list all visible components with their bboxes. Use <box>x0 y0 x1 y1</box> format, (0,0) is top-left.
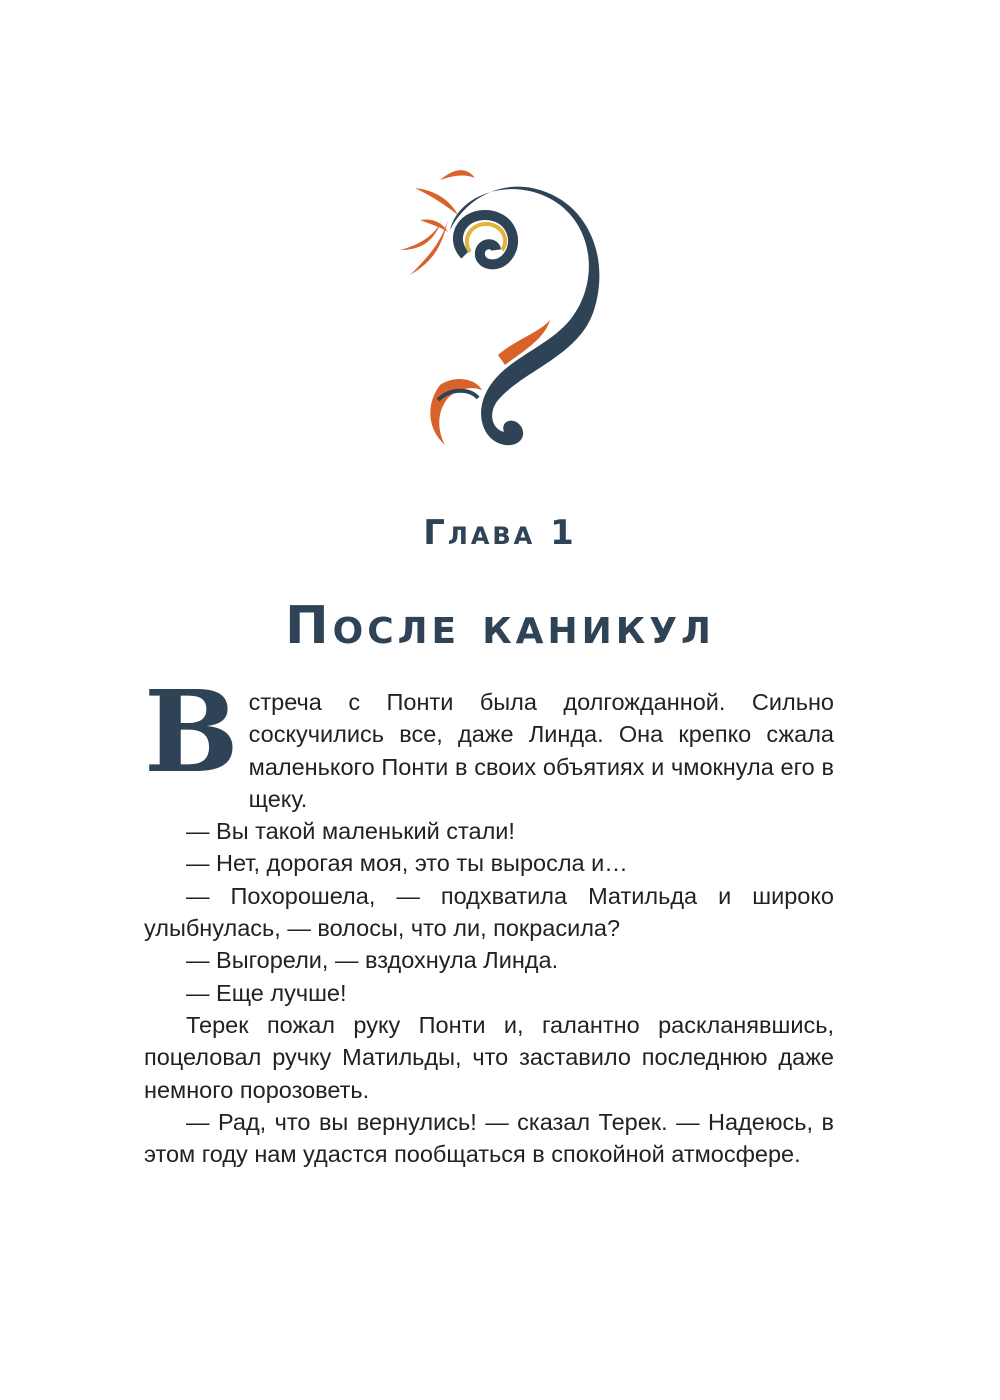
ornament-leaf-5 <box>420 220 448 233</box>
ornament-leaf-3 <box>415 188 458 215</box>
paragraph-2: — Вы такой маленький стали! <box>186 818 515 845</box>
drop-cap: В <box>144 667 239 798</box>
paragraph-4: — Похорошела, — подхватила Матильда и широко улыбнулась, — волосы, что ли, покрасила? <box>144 882 834 942</box>
ornament-main-curve <box>450 187 599 446</box>
ornament-leaf-4 <box>440 170 475 180</box>
chapter-label: Глава 1 <box>423 513 577 553</box>
paragraph-1-text: стреча с Понти была долгожданной. Сильно соскучились все, даже Линда. Она крепко сжала маленького Понти в своих объятиях и чмокнула его в щеку. <box>248 689 834 812</box>
chapter-title: После каникул <box>285 596 715 656</box>
paragraph-8: — Рад, что вы вернулись! — сказал Терек. — Надеюсь, в этом году нам удастся пообщаться в спокойной атмосфере. <box>144 1108 834 1168</box>
ornament-bottom-flourish <box>430 379 482 445</box>
paragraph-5: — Выгорели, — вздохнула Линда. <box>186 947 559 974</box>
chapter-body <box>144 667 834 1170</box>
paragraph-6: — Еще лучше! <box>186 979 347 1006</box>
paragraph-7: Терек пожал руку Понти и, галантно раскланявшись, поцеловал ручку Матильды, что заставило последнюю даже немного порозоветь. <box>144 1011 834 1103</box>
paragraph-3: — Нет, дорогая моя, это ты выросла и… <box>186 850 628 877</box>
paragraph-1 <box>144 667 834 815</box>
ornate-question-mark-icon <box>380 160 620 470</box>
